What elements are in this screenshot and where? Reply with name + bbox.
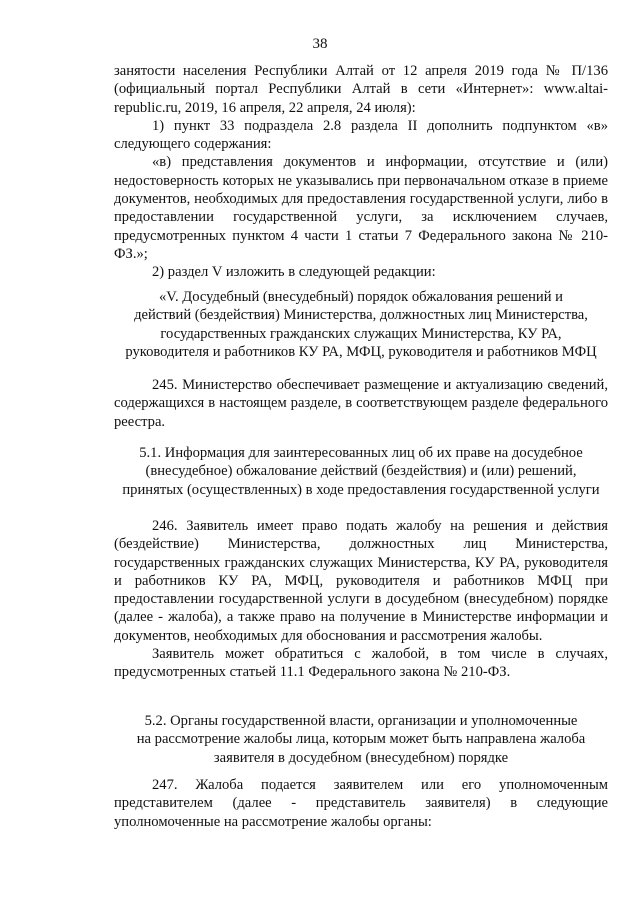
heading-line: (внесудебное) обжалование действий (бездействия) и (или) решений, [145, 463, 577, 480]
amendment-item-2: 2) раздел V изложить в следующей редакции: [152, 264, 436, 281]
page-number: 38 [312, 36, 328, 52]
heading-line: принятых (осуществленных) в ходе предоставления государственной услуги [122, 481, 600, 498]
intro-paragraph-continuation: занятости населения Республики Алтай от 12 апреля 2019 года № П/136 (официальный портал Республики Алтай в сети «Интернет»: www.altai-republic.ru, 2019, 16 апреля, 22 апреля, 24 июля): [114, 63, 608, 116]
paragraph-245: 245. Министерство обеспечивает размещение и актуализацию сведений, содержащихся в настоящем разделе, в соответствующем разделе федерального реестра. [114, 377, 608, 430]
heading-line: руководителя и работников КУ РА, МФЦ, руководителя и работников МФЦ [125, 343, 597, 360]
heading-line: 5.2. Органы государственной власти, организации и уполномоченные [144, 713, 578, 729]
heading-line: государственных гражданских служащих Министерства, КУ РА, [160, 325, 562, 342]
heading-line: заявителя в досудебном (внесудебном) порядке [213, 749, 509, 766]
paragraph-246-block [114, 517, 608, 682]
heading-line: на рассмотрение жалобы лица, которым может быть направлена жалоба [136, 731, 586, 748]
paragraph-247: 247. Жалоба подается заявителем или его уполномоченным представителем (далее - представитель заявителя) в следующие уполномоченные на рассмотрение жалобы органы: [114, 777, 608, 830]
heading-line: «V. Досудебный (внесудебный) порядок обжалования решений и [159, 289, 563, 305]
paragraph-247-block [114, 776, 608, 831]
paragraph-246-continuation: Заявитель может обратиться с жалобой, в том числе в случаях, предусмотренных статьей 11.1 Федерального закона № 210-ФЗ. [114, 646, 608, 681]
subsection-5-2-heading [114, 712, 608, 767]
intro-block [114, 62, 608, 282]
amendment-item-1: 1) пункт 33 подраздела 2.8 раздела II дополнить подпунктом «в» следующего содержания: [114, 117, 608, 153]
subsection-5-1-heading [114, 444, 608, 499]
heading-line: 5.1. Информация для заинтересованных лиц об их праве на досудебное [139, 445, 583, 461]
paragraph-245-block [114, 376, 608, 431]
subparagraph-v-text: «в) представления документов и информации, отсутствие и (или) недостоверность которых не указывались при первоначальном отказе в приеме документов, необходимых для предоставления государственной услуги, либо в предоставлении государственной услуги, за исключением случаев, предусмотренных пунктом 4 части 1 статьи 7 Федерального закона № 210-ФЗ.»; [114, 154, 608, 262]
section-5-heading [114, 288, 608, 361]
heading-line: действий (бездействия) Министерства, должностных лиц Министерства, [134, 307, 588, 324]
paragraph-246: 246. Заявитель имеет право подать жалобу на решения и действия (бездействие) Министерства, должностных лиц Министерства, государственных гражданских служащих Министерства, КУ РА, руководителя и работников КУ РА, МФЦ, руководителя и работников МФЦ при предоставлении государственной услуги в досудебном (внесудебном) порядке (далее - жалоба), а также право на получение в Министерстве информации и документов, необходимых для обоснования и рассмотрения жалобы. [114, 518, 608, 644]
